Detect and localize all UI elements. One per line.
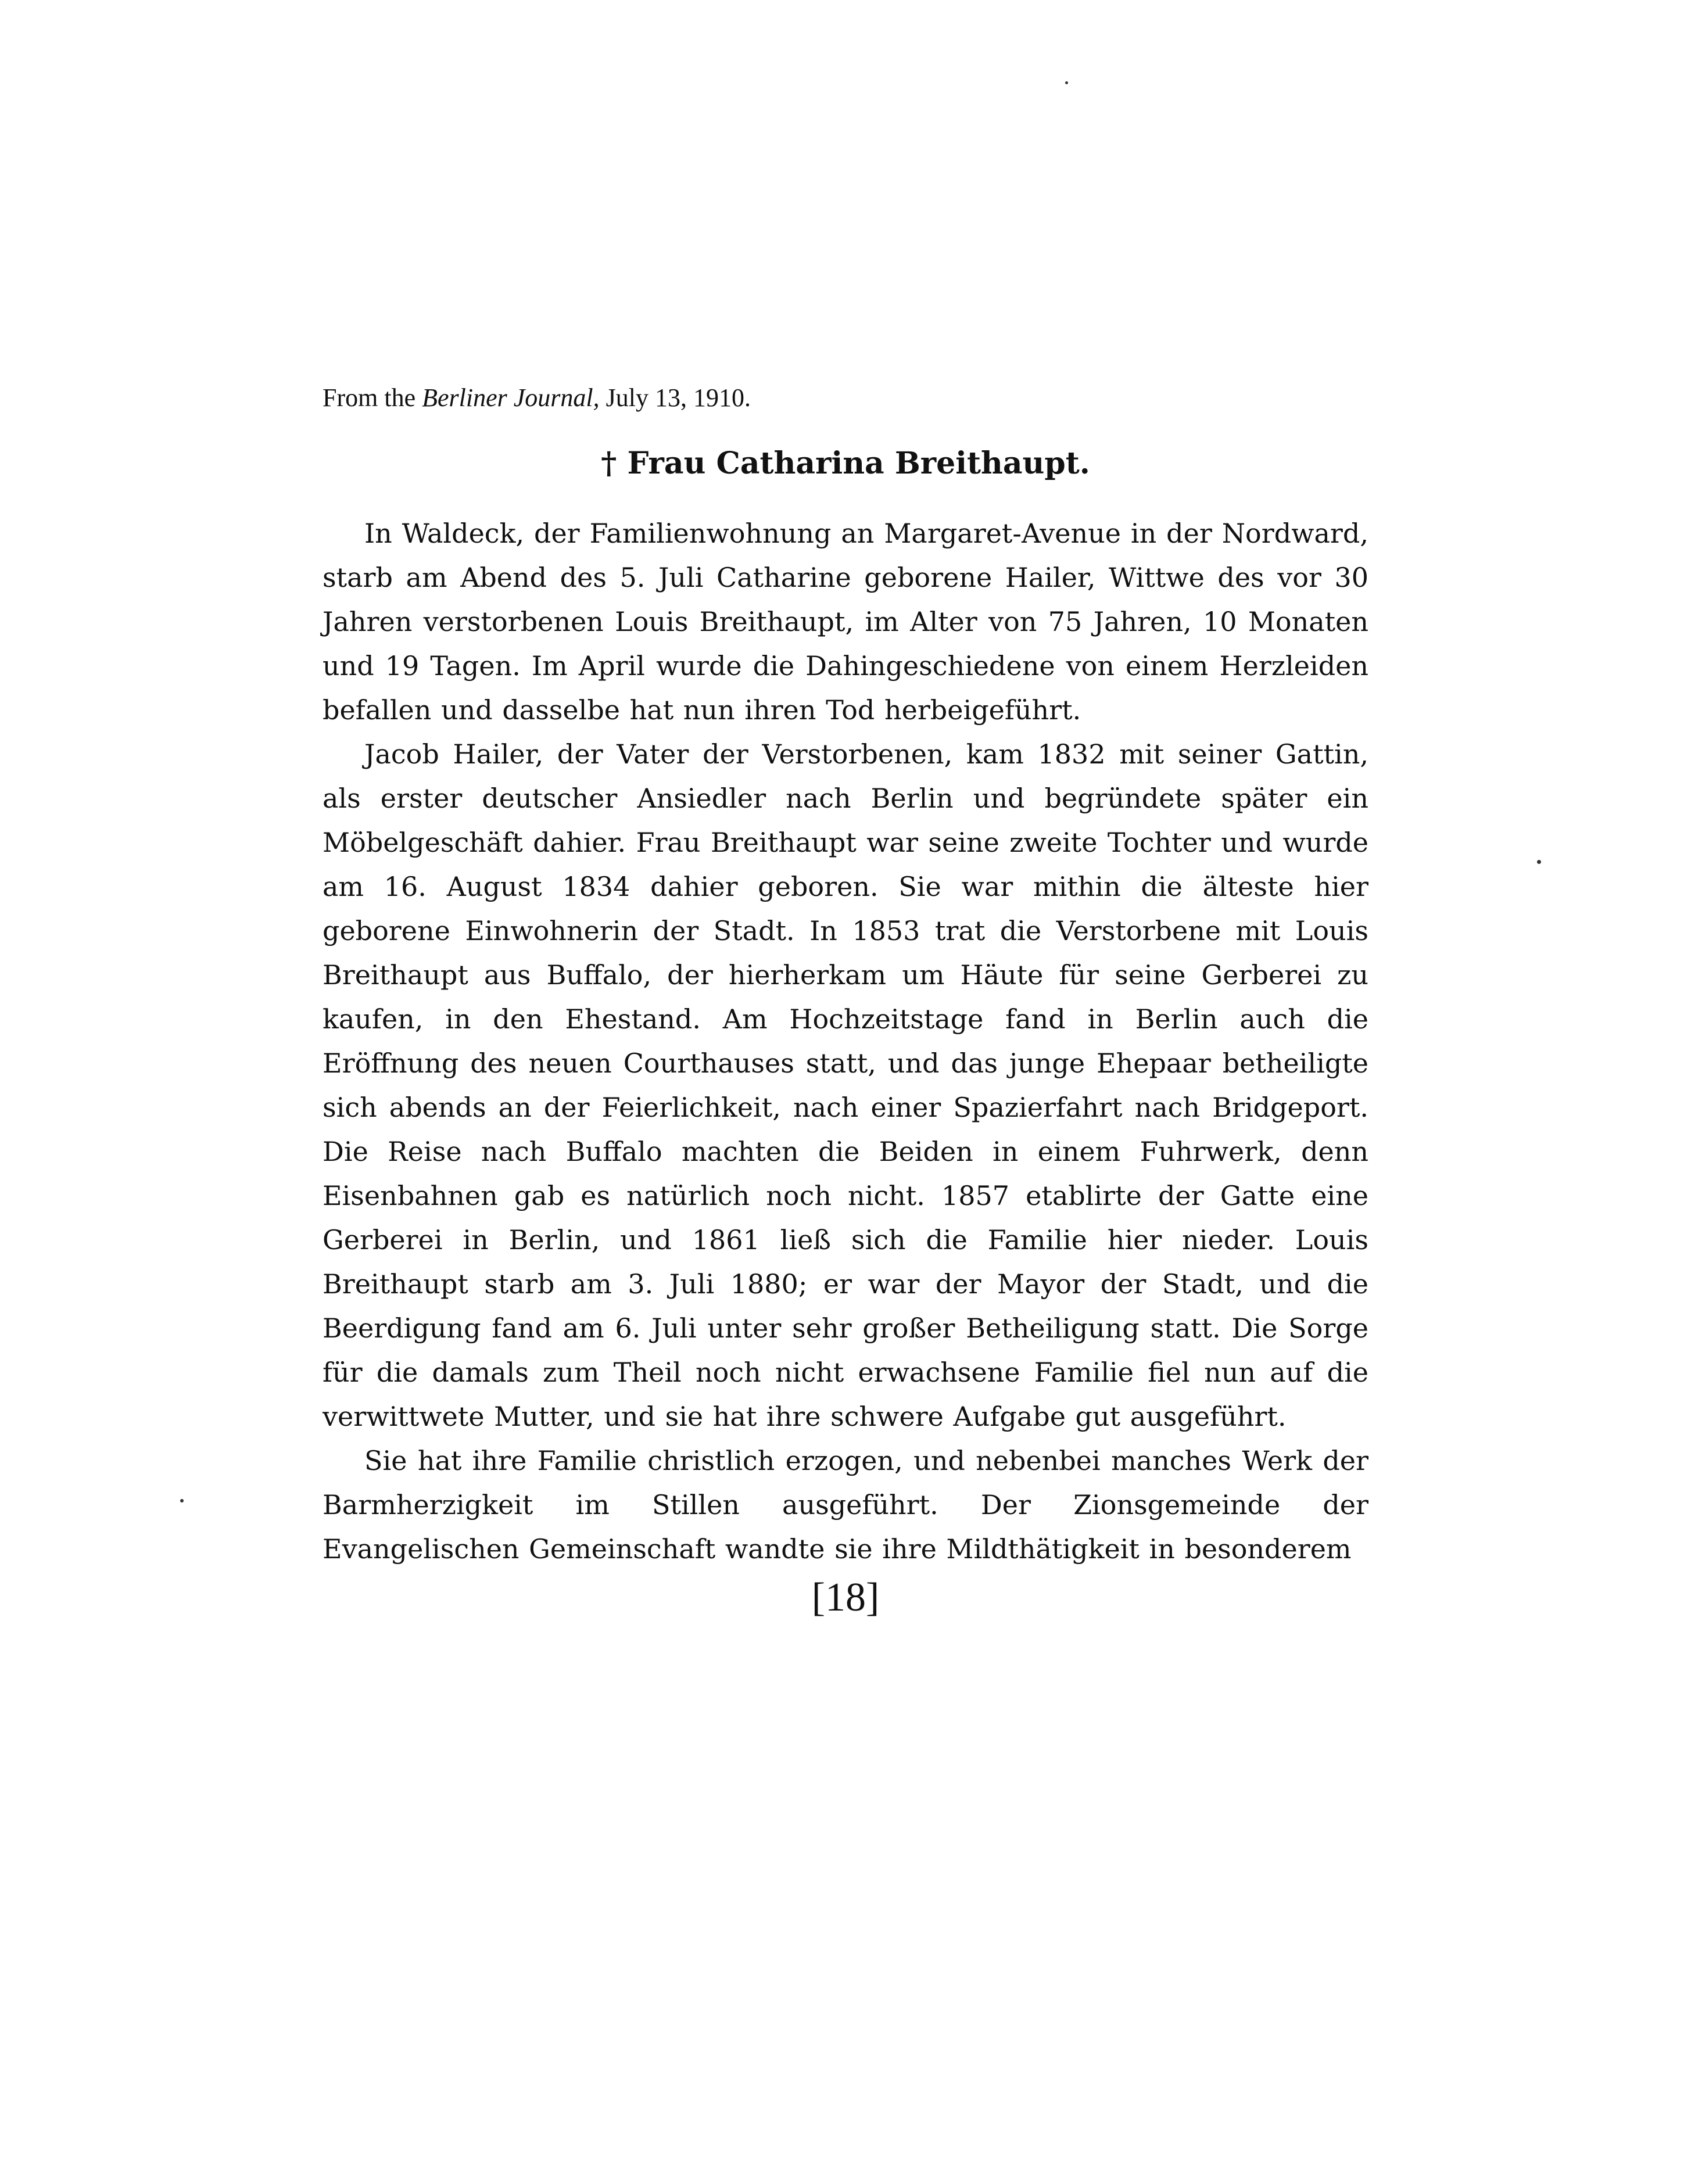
scan-speck [1065,81,1068,84]
journal-name: Berliner Journal, [422,383,600,412]
paragraph-2: Jacob Hailer, der Vater der Verstorbenen, kam 1832 mit seiner Gattin, als erster deutscher Ansiedler nach Berlin und begründete später ein Möbelgeschäft dahier. Frau Breithaupt war seine zweite Tochter und wurde am 16. August 1834 dahier geboren. Sie war mithin die älteste hier geborene Einwohnerin der Stadt. In 1853 trat die Verstorbene mit Louis Breithaupt aus Buffalo, der hierherkam um Häute für seine Gerberei zu kaufen, in den Ehestand. Am Hochzeitstage fand in Berlin auch die Eröffnung des neuen Courthauses statt, und das junge Ehepaar betheiligte sich abends an der Feierlichkeit, nach einer Spazierfahrt nach Bridgeport. Die Reise nach Buffalo machten die Beiden in einem Fuhrwerk, denn Eisenbahnen gab es natürlich noch nicht. 1857 etablirte der Gatte eine Gerberei in Berlin, und 1861 ließ sich die Familie hier nieder. Louis Breithaupt starb am 3. Juli 1880; er war der Mayor der Stadt, und die Beerdigung fand am 6. Juli unter sehr großer Betheiligung statt. Die Sorge für die damals zum Theil noch nicht erwachsene Familie fiel nun auf die verwittwete Mutter, und sie hat ihre schwere Aufgabe gut ausgeführt. [323,738,1368,1432]
paragraph-1: In Waldeck, der Familienwohnung an Margaret-Avenue in der Nordward, starb am Abend des 5. Juli Catharine geborene Hailer, Wittwe des vor 30 Jahren verstorbenen Louis Breithaupt, im Alter von 75 Jahren, 10 Monaten und 19 Tagen. Im April wurde die Dahingeschiedene von einem Herzleiden befallen und dasselbe hat nun ihren Tod herbeigeführt. [323,518,1368,726]
obituary-body [323,511,1368,1571]
obituary-heading: † Frau Catharina Breithaupt. [601,446,1090,481]
scan-speck [180,1499,184,1502]
scan-speck [1537,860,1541,864]
source-date: July 13, 1910. [599,383,751,412]
source-line [323,381,1368,415]
page-number: [18] [811,1575,880,1620]
source-prefix: From the [323,383,422,412]
paragraph-3: Sie hat ihre Familie christlich erzogen, und nebenbei manches Werk der Barmherzigkeit im Stillen ausgeführt. Der Zionsgemeinde der Evangelischen Gemeinschaft wandte sie ihre Mildthätigkeit in besonderem [323,1445,1368,1565]
